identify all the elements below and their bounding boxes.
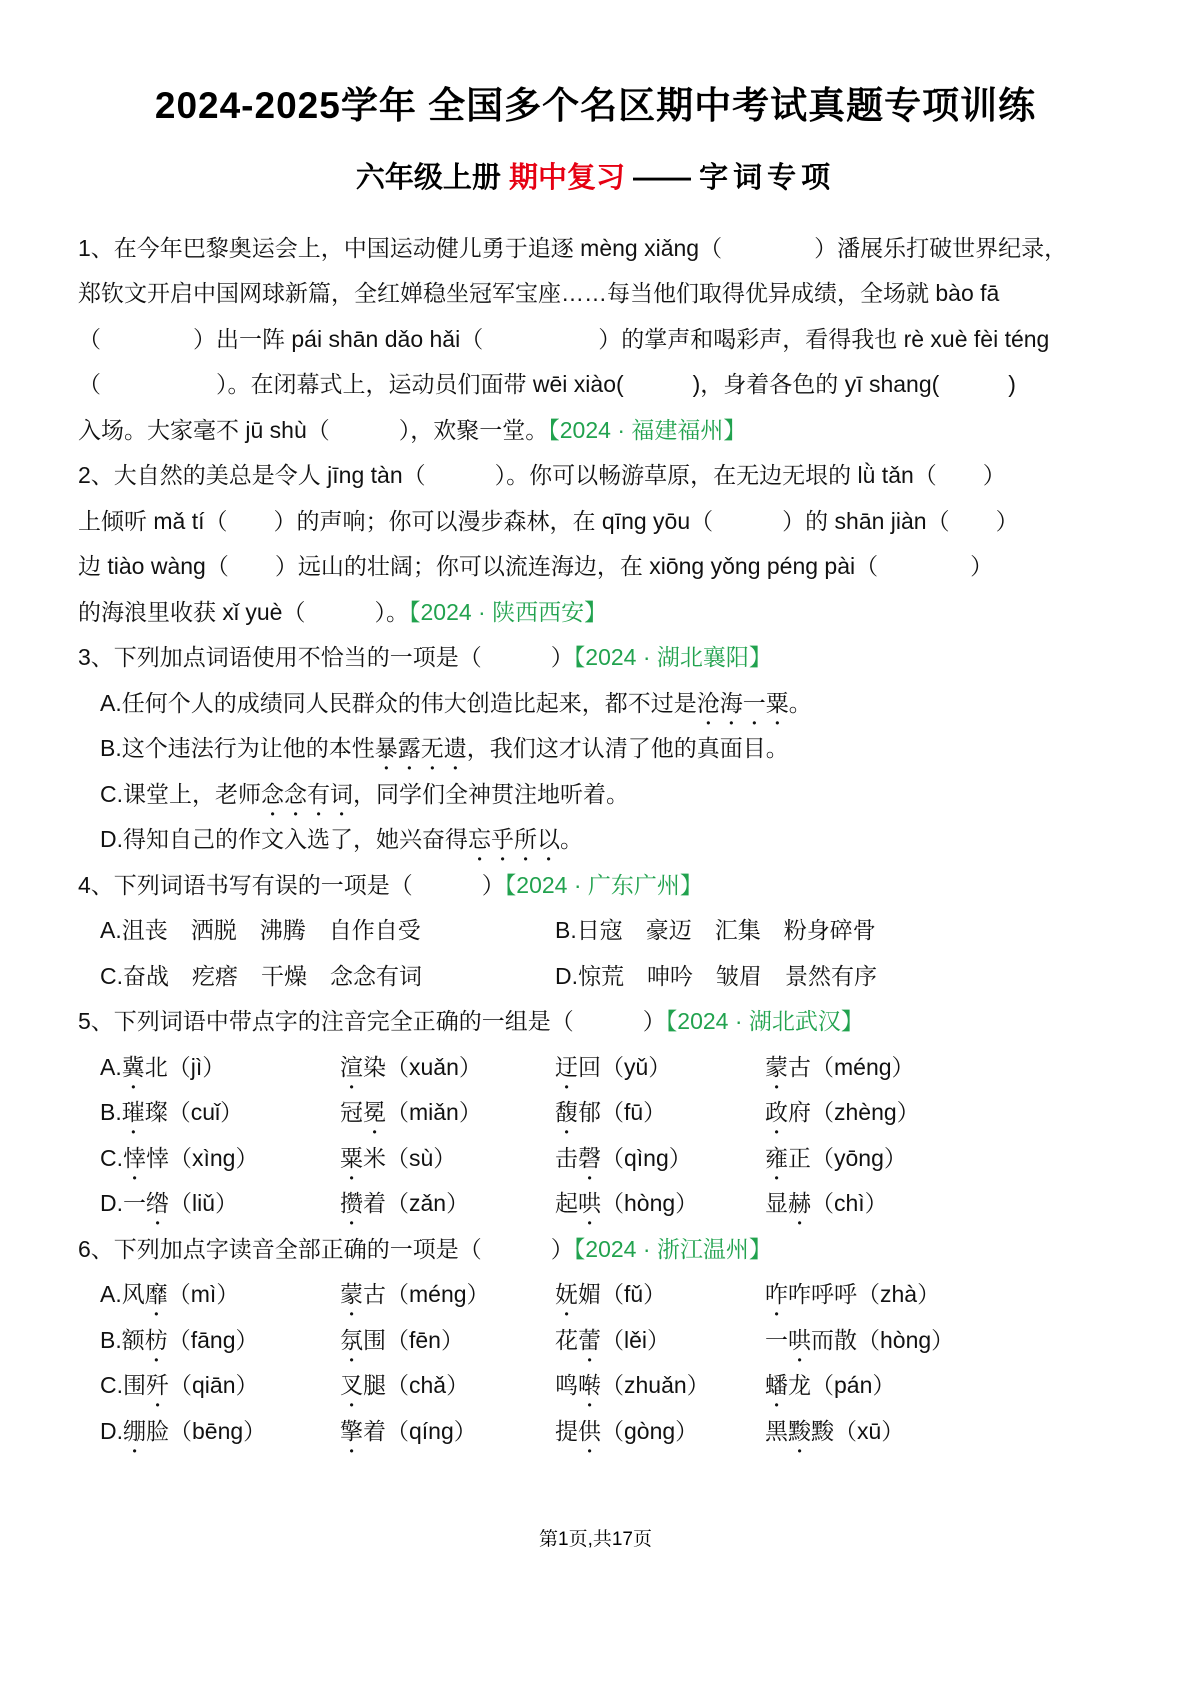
cell-text: C.围 bbox=[100, 1372, 146, 1399]
pinyin-text: （chì） bbox=[811, 1190, 888, 1217]
option-text: A.任何个人的成绩同人民群众的伟大创造比起来，都不过是 bbox=[100, 689, 697, 716]
q2-line-3 bbox=[78, 544, 1121, 590]
pinyin-text: （zhèng） bbox=[811, 1099, 920, 1126]
dotted-char: 咋 bbox=[765, 1281, 788, 1308]
q1-source-citation: 【2024 · 福建福州】 bbox=[548, 416, 747, 443]
word-pinyin-cell bbox=[340, 1409, 477, 1458]
word-pinyin-cell bbox=[340, 1090, 482, 1139]
pinyin-text: （qìng） bbox=[601, 1144, 692, 1171]
pinyin-text: （hòng） bbox=[601, 1190, 699, 1217]
subtitle-dash: —— bbox=[624, 161, 700, 194]
dotted-char: 靡 bbox=[144, 1281, 168, 1308]
cell-text: 腿 bbox=[363, 1372, 386, 1399]
word-pinyin-cell bbox=[100, 1181, 238, 1230]
q4-option-b: B.日寇 豪迈 汇集 粉身碎骨 bbox=[555, 917, 876, 944]
pinyin-text: （lěi） bbox=[601, 1326, 671, 1353]
dotted-char: 粟 bbox=[340, 1144, 363, 1171]
cell-text: 黢 bbox=[811, 1417, 834, 1444]
word-pinyin-cell bbox=[765, 1409, 904, 1458]
cell-text: 围 bbox=[363, 1326, 386, 1353]
q5-option-row-3 bbox=[78, 1136, 1121, 1182]
q4-options-row-2 bbox=[78, 954, 1121, 1000]
dotted-char: 蕾 bbox=[578, 1326, 601, 1353]
q4-source-citation: 【2024 · 广东广州】 bbox=[504, 871, 703, 898]
dotted-char: 政 bbox=[765, 1099, 788, 1126]
dotted-char: 供 bbox=[578, 1417, 601, 1444]
page-subtitle bbox=[0, 155, 1191, 196]
q5-option-row-4 bbox=[78, 1181, 1121, 1227]
q1-line-4 bbox=[78, 362, 1121, 408]
dotted-char: 黢 bbox=[788, 1417, 811, 1444]
pinyin-text: （chǎ） bbox=[386, 1372, 470, 1399]
dotted-phrase: 念念有词 bbox=[261, 780, 353, 807]
word-pinyin-cell bbox=[555, 1090, 666, 1139]
cell-text: 一 bbox=[765, 1326, 788, 1353]
dotted-char: 悻 bbox=[123, 1144, 146, 1171]
word-pinyin-cell bbox=[100, 1363, 258, 1412]
q5-stem bbox=[78, 999, 1121, 1045]
option-text: D.得知自己的作文入选了，她兴奋得 bbox=[100, 826, 468, 853]
word-pinyin-cell bbox=[765, 1363, 895, 1412]
word-pinyin-cell bbox=[555, 1045, 671, 1094]
dotted-char: 妩 bbox=[555, 1281, 578, 1308]
pinyin-text: （qiān） bbox=[169, 1372, 259, 1399]
word-pinyin-cell bbox=[555, 1363, 710, 1412]
page-header bbox=[0, 0, 1191, 196]
q2-line-1 bbox=[78, 453, 1121, 499]
cell-text: 古 bbox=[788, 1053, 811, 1080]
dotted-char: 绺 bbox=[146, 1190, 169, 1217]
q6-option-row-4 bbox=[78, 1409, 1121, 1455]
cell-text: 而散 bbox=[811, 1326, 857, 1353]
cell-text: 璨 bbox=[144, 1099, 168, 1126]
option-text: ，我们这才认清了他的真面目。 bbox=[466, 735, 789, 762]
cell-text: 悻 bbox=[146, 1144, 169, 1171]
page-title: 2024-2025学年 全国多个名区期中考试真题专项训练 bbox=[154, 85, 1037, 126]
dotted-char: 蟠 bbox=[765, 1372, 788, 1399]
cell-text: 米 bbox=[363, 1144, 386, 1171]
q4-option-d: D.惊荒 呻吟 皱眉 景然有序 bbox=[555, 962, 877, 989]
cell-text: 府 bbox=[788, 1099, 811, 1126]
dotted-char: 蒙 bbox=[765, 1053, 788, 1080]
cell-text: 提 bbox=[555, 1417, 578, 1444]
option-text: 。 bbox=[560, 826, 583, 853]
q2-line-4 bbox=[78, 590, 1121, 636]
dotted-char: 哄 bbox=[578, 1190, 601, 1217]
q6-source-citation: 【2024 · 浙江温州】 bbox=[573, 1235, 772, 1262]
word-pinyin-cell bbox=[100, 1272, 239, 1321]
pinyin-text: （yǔ） bbox=[601, 1053, 672, 1080]
q6-stem bbox=[78, 1227, 1121, 1273]
dotted-char: 哄 bbox=[788, 1326, 811, 1353]
q3-option-a bbox=[78, 681, 1121, 727]
dotted-phrase: 忘乎所以 bbox=[468, 826, 560, 853]
dotted-char: 冕 bbox=[363, 1099, 386, 1126]
q1-text: 入场。大家毫不 jū shù（ ），欢聚一堂。 bbox=[78, 416, 549, 443]
word-pinyin-cell bbox=[340, 1181, 469, 1230]
pinyin-text: （sù） bbox=[386, 1144, 457, 1171]
cell-text: 媚 bbox=[578, 1281, 601, 1308]
dotted-char: 啭 bbox=[578, 1372, 601, 1399]
q3-stem-text: 3、下列加点词语使用不恰当的一项是（ ） bbox=[78, 644, 574, 671]
word-pinyin-cell bbox=[340, 1136, 456, 1185]
pinyin-text: （pán） bbox=[811, 1372, 896, 1399]
pinyin-text: （zhuǎn） bbox=[601, 1372, 710, 1399]
pinyin-text: （hòng） bbox=[857, 1326, 955, 1353]
q4-options-row-1 bbox=[78, 908, 1121, 954]
option-text: B.这个违法行为让他的本性 bbox=[100, 735, 375, 762]
dotted-phrase: 沧海一粟 bbox=[696, 689, 789, 716]
q2-text: 上倾听 mǎ tí（ ）的声响；你可以漫步森林，在 qīng yōu（ ）的 shān jiàn（ ） bbox=[78, 507, 1019, 534]
dotted-char: 渲 bbox=[340, 1053, 363, 1080]
cell-text: 着 bbox=[363, 1190, 386, 1217]
dotted-char: 蒙 bbox=[340, 1281, 363, 1308]
q5-source-citation: 【2024 · 湖北武汉】 bbox=[665, 1008, 864, 1035]
q1-line-1 bbox=[78, 226, 1121, 272]
dotted-char: 冀 bbox=[121, 1053, 145, 1080]
option-text: ，同学们全神贯注地听着。 bbox=[353, 780, 629, 807]
cell-text: 花 bbox=[555, 1326, 578, 1353]
q1-text: 郑钦文开启中国网球新篇，全红婵稳坐冠军宝座……每当他们取得优异成绩，全场就 bào fā bbox=[78, 280, 1000, 307]
q6-option-row-3 bbox=[78, 1363, 1121, 1409]
q1-text: 1、在今年巴黎奥运会上，中国运动健儿勇于追逐 mèng xiǎng（ ）潘展乐打破世界纪录， bbox=[78, 234, 1068, 261]
pinyin-text: （gòng） bbox=[601, 1417, 699, 1444]
word-pinyin-cell bbox=[340, 1318, 464, 1367]
q5-option-row-1 bbox=[78, 1045, 1121, 1091]
q2-source-citation: 【2024 · 陕西西安】 bbox=[408, 598, 608, 625]
cell-text: 显 bbox=[765, 1190, 788, 1217]
cell-text: 北 bbox=[144, 1053, 168, 1080]
word-pinyin-cell bbox=[340, 1045, 482, 1094]
cell-text: 鸣 bbox=[555, 1372, 578, 1399]
word-pinyin-cell bbox=[555, 1318, 670, 1367]
word-pinyin-cell bbox=[765, 1318, 954, 1367]
q2-line-2 bbox=[78, 499, 1121, 545]
pinyin-text: （zǎn） bbox=[386, 1190, 470, 1217]
q5-option-row-2 bbox=[78, 1090, 1121, 1136]
pinyin-text: （xìng） bbox=[169, 1144, 259, 1171]
pinyin-text: （cuǐ） bbox=[167, 1099, 244, 1126]
pinyin-text: （liǔ） bbox=[169, 1190, 239, 1217]
word-pinyin-cell bbox=[765, 1136, 907, 1185]
cell-text: 正 bbox=[788, 1144, 811, 1171]
q1-line-5 bbox=[78, 408, 1121, 454]
cell-text: B. bbox=[100, 1099, 122, 1126]
q1-text: （ ）。在闭幕式上，运动员们面带 wēi xiào( )，身着各色的 yī shang( ) bbox=[78, 371, 1016, 398]
page-footer: 第1页,共17页 bbox=[539, 1529, 652, 1550]
cell-text: 古 bbox=[363, 1281, 386, 1308]
q1-text: （ ）出一阵 pái shān dǎo hǎi（ ）的掌声和喝彩声，看得我也 rè xuè fèi téng bbox=[78, 325, 1050, 352]
pinyin-text: （xuǎn） bbox=[386, 1053, 482, 1080]
q6-stem-text: 6、下列加点字读音全部正确的一项是（ ） bbox=[78, 1235, 574, 1262]
word-pinyin-cell bbox=[555, 1136, 692, 1185]
word-pinyin-cell bbox=[765, 1181, 888, 1230]
dotted-char: 攒 bbox=[340, 1190, 363, 1217]
cell-text: D. bbox=[100, 1417, 123, 1444]
pinyin-text: （fǔ） bbox=[601, 1281, 667, 1308]
pinyin-text: （fāng） bbox=[167, 1326, 259, 1353]
word-pinyin-cell bbox=[100, 1090, 243, 1139]
dotted-char: 磬 bbox=[578, 1144, 601, 1171]
word-pinyin-cell bbox=[555, 1181, 698, 1230]
cell-text: D.一 bbox=[100, 1190, 146, 1217]
q3-option-c bbox=[78, 772, 1121, 818]
pinyin-text: （zhà） bbox=[857, 1281, 941, 1308]
word-pinyin-cell bbox=[100, 1045, 225, 1094]
option-text: C.课堂上，老师 bbox=[100, 780, 261, 807]
cell-text: 起 bbox=[555, 1190, 578, 1217]
cell-text: 脸 bbox=[146, 1417, 169, 1444]
cell-text: 咋呼呼 bbox=[788, 1281, 857, 1308]
pinyin-text: （miǎn） bbox=[386, 1099, 482, 1126]
cell-text: 龙 bbox=[788, 1372, 811, 1399]
cell-text: A.风 bbox=[100, 1281, 145, 1308]
q6-option-row-2 bbox=[78, 1318, 1121, 1364]
dotted-char: 迂 bbox=[555, 1053, 578, 1080]
pinyin-text: （mì） bbox=[167, 1281, 240, 1308]
cell-text: 冠 bbox=[340, 1099, 363, 1126]
cell-text: 回 bbox=[578, 1053, 601, 1080]
word-pinyin-cell bbox=[340, 1272, 490, 1321]
word-pinyin-cell bbox=[765, 1090, 920, 1139]
dotted-char: 赫 bbox=[788, 1190, 811, 1217]
q3-option-d bbox=[78, 817, 1121, 863]
cell-text: 黑 bbox=[765, 1417, 788, 1444]
q2-text: 2、大自然的美总是令人 jīng tàn（ ）。你可以畅游草原，在无边无垠的 lǜ tǎn（ ） bbox=[78, 462, 1006, 489]
q6-options-grid bbox=[78, 1272, 1121, 1454]
q4-option-c: C.奋战 疙瘩 干燥 念念有词 bbox=[100, 962, 422, 989]
dotted-char: 璀 bbox=[121, 1099, 145, 1126]
dotted-char: 馥 bbox=[555, 1099, 578, 1126]
word-pinyin-cell bbox=[765, 1272, 940, 1321]
q6-option-row-1 bbox=[78, 1272, 1121, 1318]
dotted-char: 枋 bbox=[144, 1326, 168, 1353]
pinyin-text: （xū） bbox=[834, 1417, 905, 1444]
dotted-phrase: 暴露无遗 bbox=[374, 735, 467, 762]
cell-text: 郁 bbox=[578, 1099, 601, 1126]
dotted-char: 歼 bbox=[146, 1372, 169, 1399]
q2-text: 的海浪里收获 xǐ yuè（ ）。 bbox=[78, 598, 409, 625]
option-text: 。 bbox=[788, 689, 812, 716]
pinyin-text: （bēng） bbox=[169, 1417, 267, 1444]
dotted-char: 氛 bbox=[340, 1326, 363, 1353]
cell-text: 着 bbox=[363, 1417, 386, 1444]
dotted-char: 绷 bbox=[123, 1417, 146, 1444]
word-pinyin-cell bbox=[100, 1409, 266, 1458]
q3-option-b bbox=[78, 726, 1121, 772]
word-pinyin-cell bbox=[100, 1318, 259, 1367]
cell-text: 染 bbox=[363, 1053, 386, 1080]
pinyin-text: （fū） bbox=[601, 1099, 667, 1126]
q5-options-grid bbox=[78, 1045, 1121, 1227]
subtitle-topic: 字词专项 bbox=[699, 161, 836, 194]
pinyin-text: （jì） bbox=[167, 1053, 226, 1080]
q2-text: 边 tiào wàng（ ）远山的壮阔；你可以流连海边，在 xiōng yǒng péng pài（ ） bbox=[78, 553, 994, 580]
pinyin-text: （méng） bbox=[811, 1053, 915, 1080]
cell-text: C. bbox=[100, 1144, 123, 1171]
subtitle-highlight: 期中复习 bbox=[508, 161, 625, 194]
pinyin-text: （fēn） bbox=[386, 1326, 464, 1353]
pinyin-text: （méng） bbox=[386, 1281, 490, 1308]
cell-text: B.额 bbox=[100, 1326, 145, 1353]
questions-body bbox=[78, 226, 1121, 1455]
dotted-char: 雍 bbox=[765, 1144, 788, 1171]
word-pinyin-cell bbox=[100, 1136, 258, 1185]
cell-text: A. bbox=[100, 1053, 122, 1080]
word-pinyin-cell bbox=[340, 1363, 469, 1412]
pinyin-text: （qíng） bbox=[386, 1417, 477, 1444]
cell-text: 击 bbox=[555, 1144, 578, 1171]
q4-option-a: A.沮丧 洒脱 沸腾 自作自受 bbox=[100, 917, 421, 944]
dotted-char: 叉 bbox=[340, 1372, 363, 1399]
q3-stem bbox=[78, 635, 1121, 681]
dotted-char: 擎 bbox=[340, 1417, 363, 1444]
q3-source-citation: 【2024 · 湖北襄阳】 bbox=[573, 644, 772, 671]
q4-stem bbox=[78, 863, 1121, 909]
pinyin-text: （yōng） bbox=[811, 1144, 907, 1171]
subtitle-grade: 六年级上册 bbox=[355, 161, 509, 194]
q1-line-3 bbox=[78, 317, 1121, 363]
q5-stem-text: 5、下列词语中带点字的注音完全正确的一组是（ ） bbox=[78, 1008, 666, 1035]
q1-line-2 bbox=[78, 271, 1121, 317]
q4-stem-text: 4、下列词语书写有误的一项是（ ） bbox=[78, 871, 505, 898]
word-pinyin-cell bbox=[555, 1272, 666, 1321]
word-pinyin-cell bbox=[765, 1045, 915, 1094]
word-pinyin-cell bbox=[555, 1409, 698, 1458]
